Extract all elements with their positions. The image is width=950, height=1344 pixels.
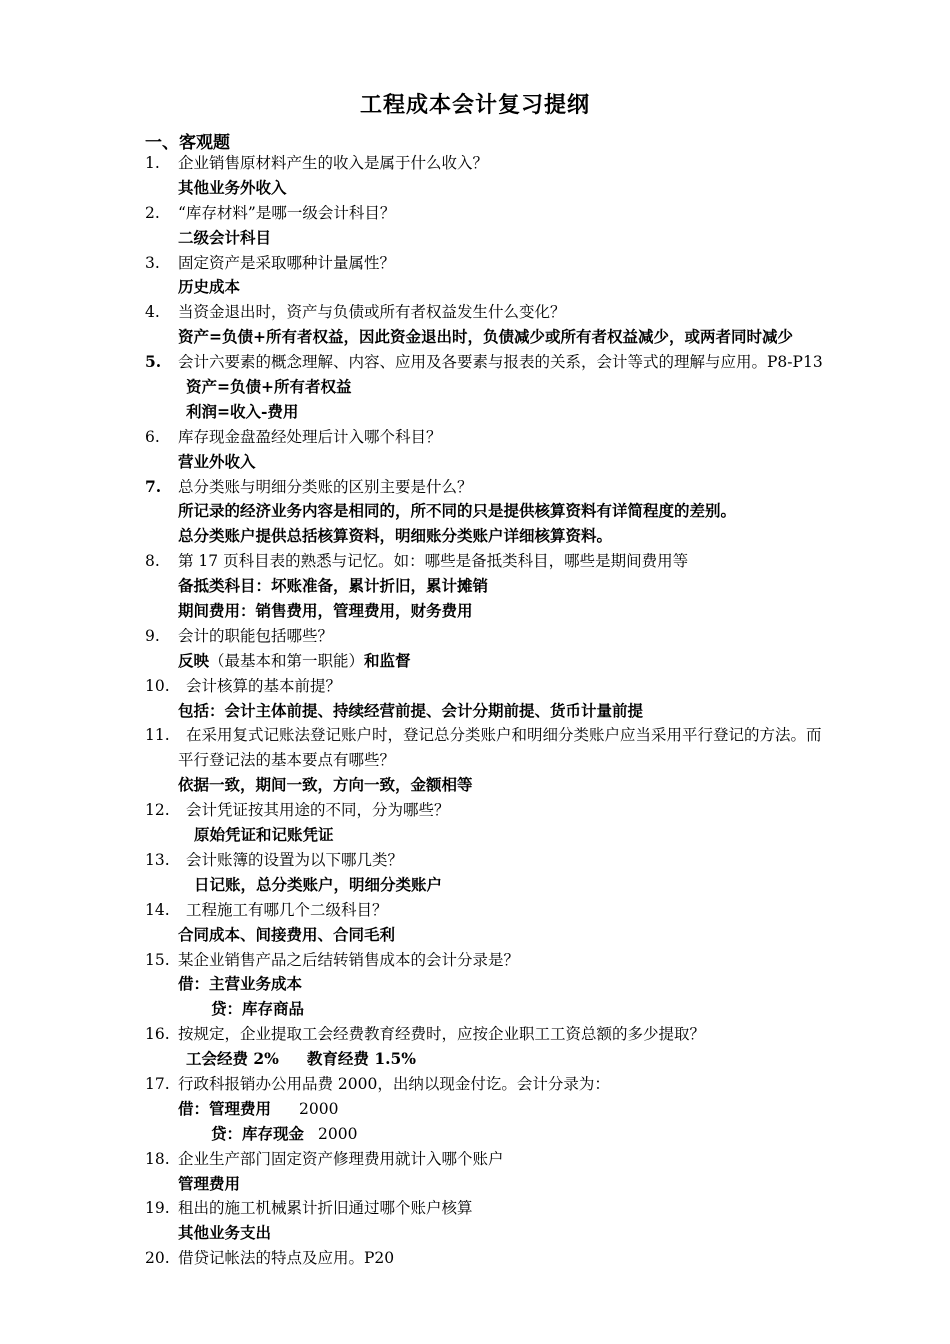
question-17: 17. 行政科报销办公用品费 2000，出纳以现金付讫。会计分录为： [145,1074,610,1093]
answer-7-line-2: 总分类账户提供总括核算资料，明细账分类账户详细核算资料。 [178,526,613,546]
answer-1: 其他业务外收入 [178,177,287,197]
answer-13: 日记账，总分类账户，明细分类账户 [194,874,443,894]
answer-19: 其他业务支出 [178,1223,272,1243]
question-5: 5. 会计六要素的概念理解、内容、应用及各要素与报表的关系，会计等式的理解与应用。P8-P13 [145,352,823,372]
question-15: 15. 某企业销售产品之后结转销售成本的会计分录是？ [145,950,520,969]
answer-6: 营业外收入 [178,451,256,471]
question-14: 14. 工程施工有哪几个二级科目？ [145,900,388,919]
question-4: 4. 当资金退出时，资产与负债或所有者权益发生什么变化？ [145,303,566,322]
answer-4: 资产=负债+所有者权益，因此资金退出时，负债减少或所有者权益减少，或两者同时减少 [178,327,793,347]
question-7: 7. 总分类账与明细分类账的区别主要是什么？ [145,476,473,496]
answer-7-line-1: 所记录的经济业务内容是相同的，所不同的只是提供核算资料有详简程度的差别。 [178,501,737,521]
question-11: 11. 在采用复式记账法登记账户时，登记总分类账户和明细分类账户应当采用平行登记的方法。而 [145,726,822,745]
answer-15-credit: 贷：库存商品 [211,999,305,1019]
question-3: 3. 固定资产是采取哪种计量属性？ [145,253,396,272]
question-11-continued: 平行登记法的基本要点有哪些？ [178,751,396,770]
answer-18: 管理费用 [178,1173,241,1193]
question-20: 20. 借贷记帐法的特点及应用。P20 [145,1249,395,1268]
answer-17-credit: 贷：库存现金 2000 [211,1123,358,1143]
answer-3: 历史成本 [178,277,241,297]
answer-11: 依据一致，期间一致，方向一致，金额相等 [178,775,473,795]
answer-8-line-1: 备抵类科目：坏账准备，累计折旧，累计摊销 [178,576,489,596]
answer-16: 工会经费 2% 教育经费 1.5% [186,1049,417,1069]
answer-5-equation-2: 利润=收入-费用 [186,401,299,421]
question-1: 1. 企业销售原材料产生的收入是属于什么收入？ [145,154,489,172]
answer-17-debit: 借：管理费用 2000 [178,1098,339,1118]
question-list [145,151,885,1271]
question-13: 13. 会计账簿的设置为以下哪几类？ [145,850,404,869]
answer-2: 二级会计科目 [178,227,272,247]
section-heading: 一、客观题 [145,133,230,153]
question-16: 16. 按规定，企业提取工会经费教育经费时，应按企业职工工资总额的多少提取？ [145,1025,706,1044]
question-9: 9. 会计的职能包括哪些？ [145,626,334,645]
question-6: 6. 库存现金盘盈经处理后计入哪个科目？ [145,427,442,446]
answer-9: 反映（最基本和第一职能）和监督 [178,650,411,670]
answer-15-debit: 借：主营业务成本 [178,974,303,994]
question-10: 10. 会计核算的基本前提？ [145,676,342,695]
question-18: 18. 企业生产部门固定资产修理费用就计入哪个账户 [145,1149,504,1168]
question-2: 2. “库存材料”是哪一级会计科目？ [145,203,396,222]
answer-12: 原始凭证和记账凭证 [194,825,334,845]
question-8: 8. 第 17 页科目表的熟悉与记忆。如：哪些是备抵类科目，哪些是期间费用等 [145,552,689,571]
document-title: 工程成本会计复习提纲 [359,92,590,118]
question-12: 12. 会计凭证按其用途的不同，分为哪些？ [145,801,450,820]
question-19: 19. 租出的施工机械累计折旧通过哪个账户核算 [145,1199,473,1218]
answer-8-line-2: 期间费用：销售费用，管理费用，财务费用 [178,601,473,621]
answer-5-equation-1: 资产=负债+所有者权益 [186,377,352,397]
answer-10: 包括：会计主体前提、持续经营前提、会计分期前提、货币计量前提 [178,700,644,720]
answer-14: 合同成本、间接费用、合同毛利 [178,924,396,944]
